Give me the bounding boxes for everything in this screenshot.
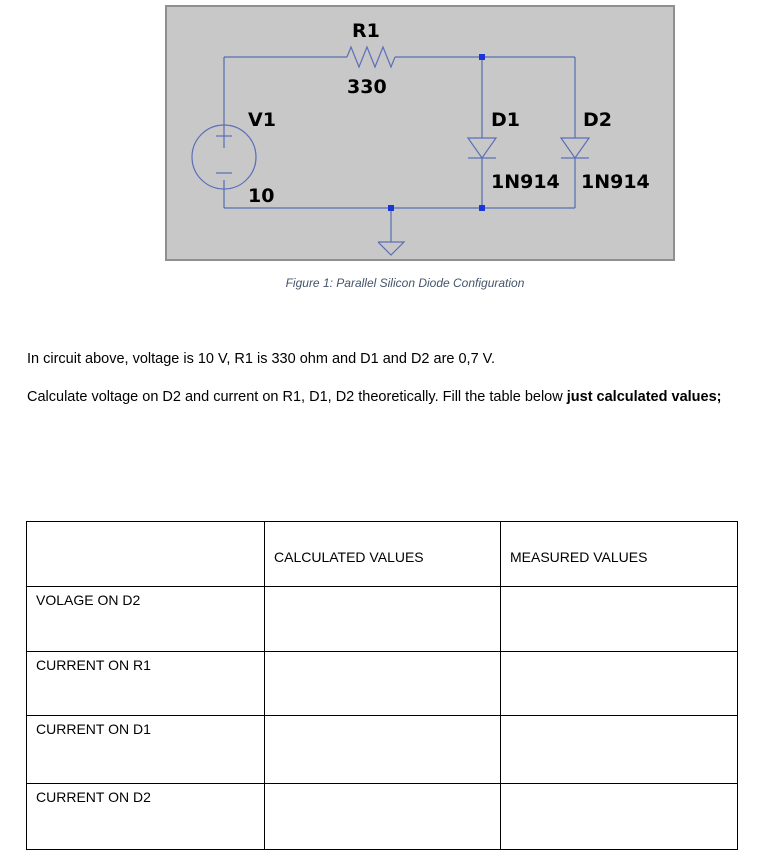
instruction-text: Calculate voltage on D2 and current on R1, D1, D2 theoretically. Fill the table below — [27, 389, 567, 405]
d1-model: 1N914 — [491, 171, 560, 193]
d2-model: 1N914 — [581, 171, 650, 193]
row-label: CURRENT ON D1 — [27, 716, 265, 784]
calculated-cell[interactable] — [265, 587, 501, 652]
table-row — [27, 587, 738, 652]
calculated-cell[interactable] — [265, 716, 501, 784]
header-calculated-values: CALCULATED VALUES — [265, 522, 501, 587]
v1-value: 10 — [248, 185, 275, 207]
figure-caption: Figure 1: Parallel Silicon Diode Configuration — [285, 276, 525, 290]
measured-cell[interactable] — [501, 587, 738, 652]
table-row — [27, 652, 738, 716]
r1-value: 330 — [347, 76, 387, 98]
r1-label: R1 — [352, 20, 380, 42]
measured-cell[interactable] — [501, 652, 738, 716]
junction-top — [479, 54, 485, 60]
row-label: VOLAGE ON D2 — [27, 587, 265, 652]
schematic-frame — [166, 6, 674, 260]
table-row — [27, 716, 738, 784]
problem-instruction — [27, 385, 767, 409]
header-measured-values: MEASURED VALUES — [501, 522, 738, 587]
results-table — [26, 521, 738, 850]
problem-statement: In circuit above, voltage is 10 V, R1 is 330 ohm and D1 and D2 are 0,7 V. — [27, 351, 496, 367]
d2-label: D2 — [583, 109, 612, 131]
table-header-row — [27, 522, 738, 587]
measured-cell[interactable] — [501, 716, 738, 784]
instruction-bold-text: just calculated values; — [566, 389, 722, 405]
junction-bottom-diode — [479, 205, 485, 211]
row-label: CURRENT ON D2 — [27, 784, 265, 850]
circuit-schematic — [0, 0, 775, 300]
measured-cell[interactable] — [501, 784, 738, 850]
d1-label: D1 — [491, 109, 520, 131]
v1-label: V1 — [248, 109, 276, 131]
header-cell-blank — [27, 522, 265, 587]
calculated-cell[interactable] — [265, 784, 501, 850]
row-label: CURRENT ON R1 — [27, 652, 265, 716]
junction-bottom-ground — [388, 205, 394, 211]
table-row — [27, 784, 738, 850]
calculated-cell[interactable] — [265, 652, 501, 716]
